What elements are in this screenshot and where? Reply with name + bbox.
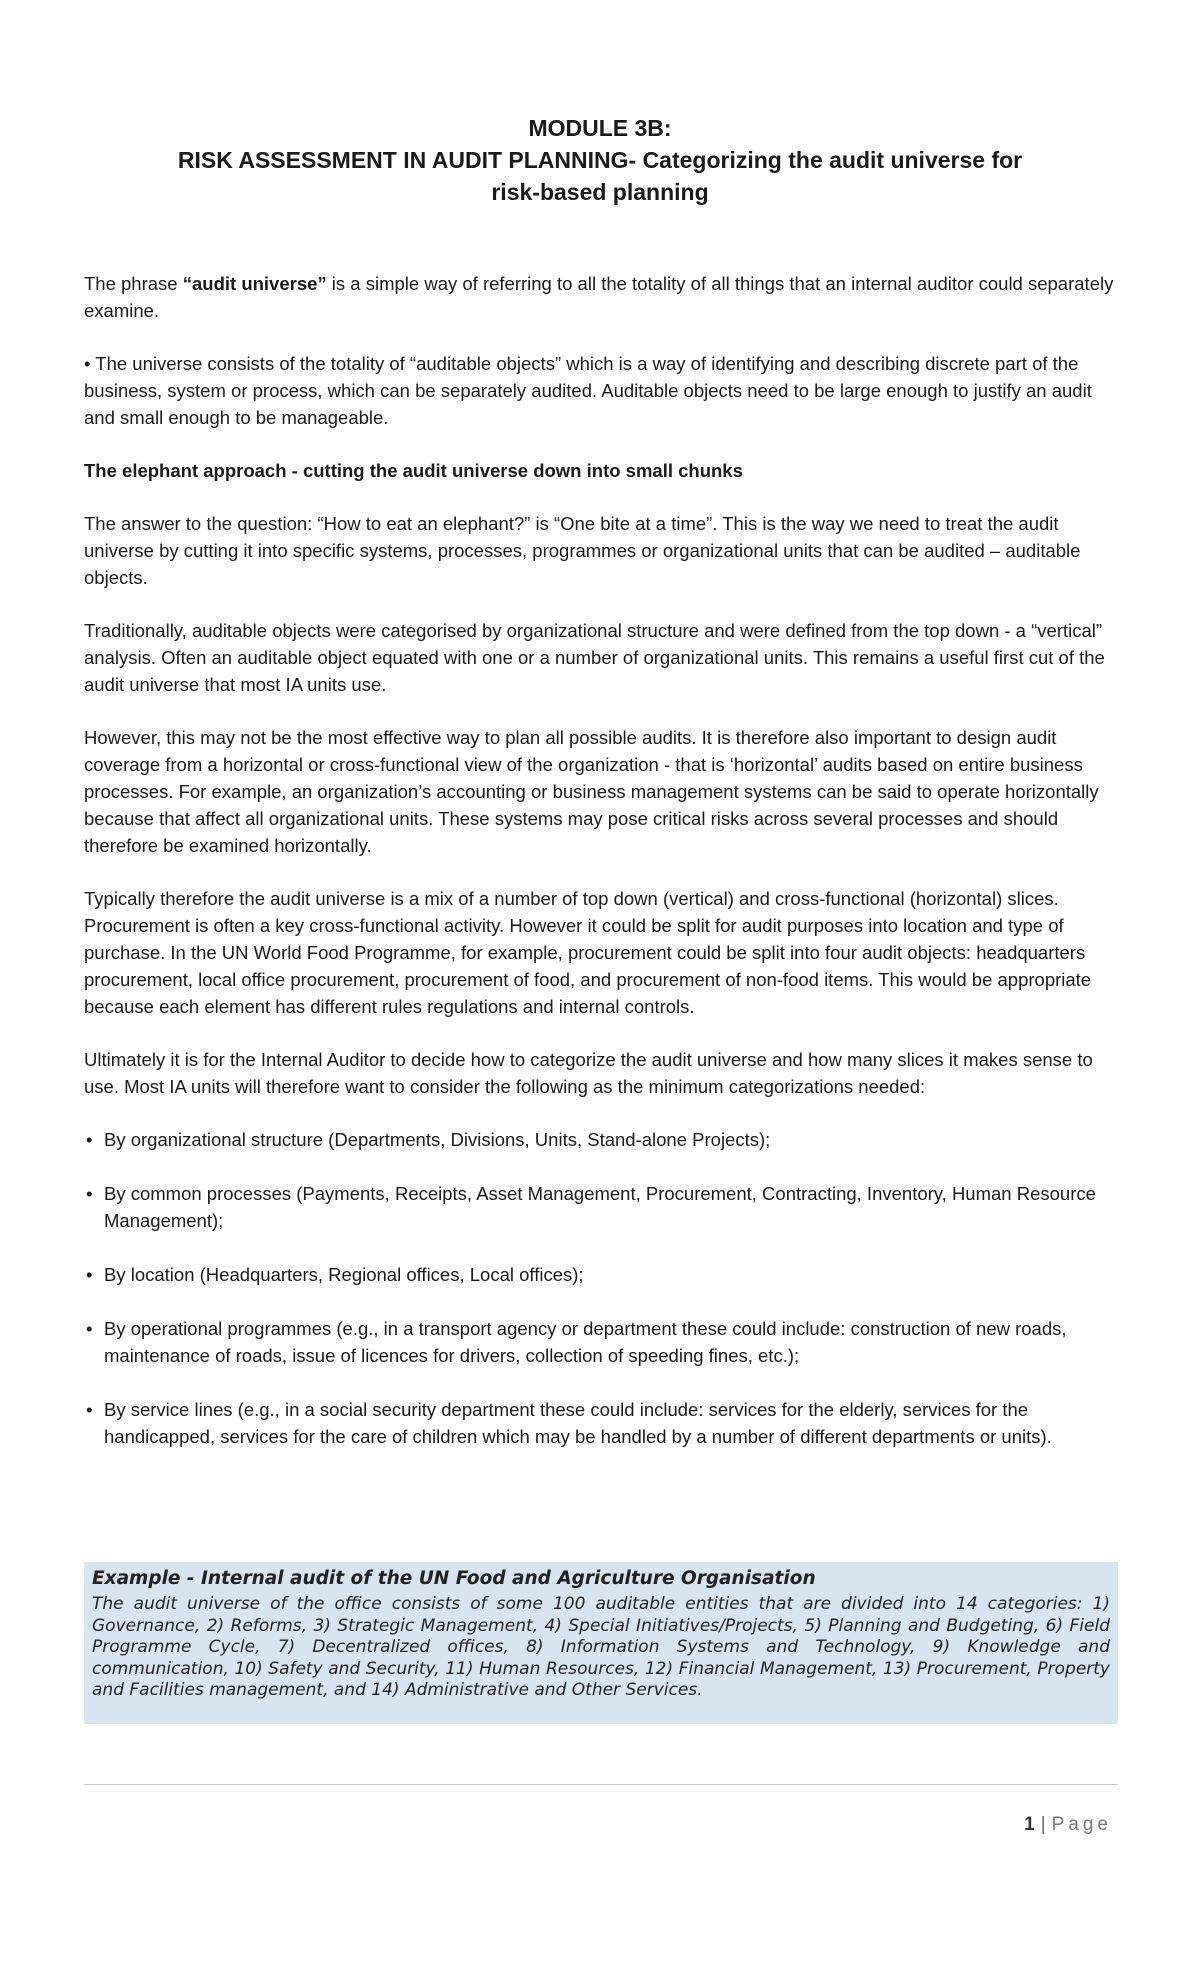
- list-item: [84, 1261, 1124, 1288]
- document-body: [84, 270, 1124, 1477]
- list-item: [84, 1126, 1124, 1153]
- universe-bullet-paragraph: • The universe consists of the totality of “auditable objects” which is a way of identifying and describing discrete part of the business, system or process, which can be separately audited. Auditable objects need to be large enough to justify an audit and small enough to be manageable.: [84, 353, 1092, 428]
- list-item-text: By common processes (Payments, Receipts, Asset Management, Procurement, Contracting, Inventory, Human Resource Management);: [104, 1183, 1096, 1231]
- list-item-text: By service lines (e.g., in a social security department these could include: services for the elderly, services for the handicapped, services for the care of children which may be handled by a number of different departments or units).: [104, 1399, 1052, 1447]
- title-main-line: RISK ASSESSMENT IN AUDIT PLANNING- Categorizing the audit universe for: [177, 147, 1023, 173]
- page-label: Page: [1051, 1814, 1112, 1835]
- document-title: [100, 112, 1100, 208]
- paragraph-elephant-answer: The answer to the question: “How to eat an elephant?” is “One bite at a time”. This is the way we need to treat the audit universe by cutting it into specific systems, processes, programmes or organizational units that can be audited – auditable objects.: [84, 513, 1081, 588]
- list-item-text: By organizational structure (Departments, Divisions, Units, Stand-alone Projects);: [104, 1129, 771, 1150]
- list-item: [84, 1315, 1124, 1369]
- title-module-line: MODULE 3B:: [528, 115, 672, 141]
- bullet-icon: •: [86, 1183, 93, 1204]
- list-item-text: By operational programmes (e.g., in a transport agency or department these could include: construction of new roads, maintenance of roads, issue of licences for drivers, collection of speeding fines, etc.);: [104, 1318, 1067, 1366]
- list-item-text: By location (Headquarters, Regional offices, Local offices);: [104, 1264, 584, 1285]
- footer-divider: [84, 1784, 1118, 1785]
- paragraph-horizontal-analysis: However, this may not be the most effective way to plan all possible audits. It is therefore also important to design audit coverage from a horizontal or cross-functional view of the organization - that is ‘horizontal’ audits based on entire business processes. For example, an organization’s accounting or business management systems can be said to operate horizontally because that affect all organizational units. These systems may pose critical risks across several processes and should therefore be examined horizontally.: [84, 727, 1099, 856]
- categorization-list: [84, 1126, 1124, 1450]
- intro-term: “audit universe”: [182, 273, 327, 294]
- list-item: [84, 1396, 1124, 1450]
- page-number-value: 1: [1024, 1814, 1035, 1835]
- intro-suffix: is a simple way of referring to all the totality of all things that an internal auditor could separately examine.: [84, 273, 1114, 321]
- bullet-icon: •: [86, 1318, 93, 1339]
- intro-prefix: The phrase: [84, 273, 183, 294]
- bullet-icon: •: [86, 1129, 93, 1150]
- intro-paragraph: [84, 270, 1124, 324]
- bullet-icon: •: [86, 1264, 93, 1285]
- list-item: [84, 1180, 1124, 1234]
- paragraph-vertical-analysis: Traditionally, auditable objects were categorised by organizational structure and were defined from the top down - a “vertical” analysis. Often an auditable object equated with one or a number of organizational units. This remains a useful first cut of the audit universe that most IA units use.: [84, 620, 1105, 695]
- bullet-icon: •: [86, 1399, 93, 1420]
- title-sub-line: risk-based planning: [491, 179, 709, 205]
- page-number-separator: |: [1040, 1814, 1046, 1835]
- example-box: [84, 1562, 1118, 1724]
- paragraph-minimum-categorizations: Ultimately it is for the Internal Auditor to decide how to categorize the audit universe and how many slices it makes sense to use. Most IA units will therefore want to consider the following as the minimum categorizations needed:: [84, 1049, 1093, 1097]
- example-title: Example - Internal audit of the UN Food and Agriculture Organisation: [92, 1568, 816, 1589]
- page-number: [1024, 1814, 1112, 1836]
- paragraph-mixed-slices: Typically therefore the audit universe is a mix of a number of top down (vertical) and cross-functional (horizontal) slices. Procurement is often a key cross-functional activity. However it could be split for audit purposes into location and type of purchase. In the UN World Food Programme, for example, procurement could be split into four audit objects: headquarters procurement, local office procurement, procurement of food, and procurement of non-food items. This would be appropriate because each element has different rules regulations and internal controls.: [84, 888, 1092, 1017]
- elephant-heading: The elephant approach - cutting the audit universe down into small chunks: [84, 460, 743, 481]
- example-text: The audit universe of the office consists of some 100 auditable entities that are divided into 14 categories: 1) Governance, 2) Reforms, 3) Strategic Management, 4) Special Initiatives/Projects, 5) Planning and Budgeting, 6) Field Programme Cycle, 7) Decentralized offices, 8) Information Systems and Technology, 9) Knowledge and communication, 10) Safety and Security, 11) Human Resources, 12) Financial Management, 13) Procurement, Property and Facilities management, and 14) Administrative and Other Services.: [92, 1594, 1110, 1700]
